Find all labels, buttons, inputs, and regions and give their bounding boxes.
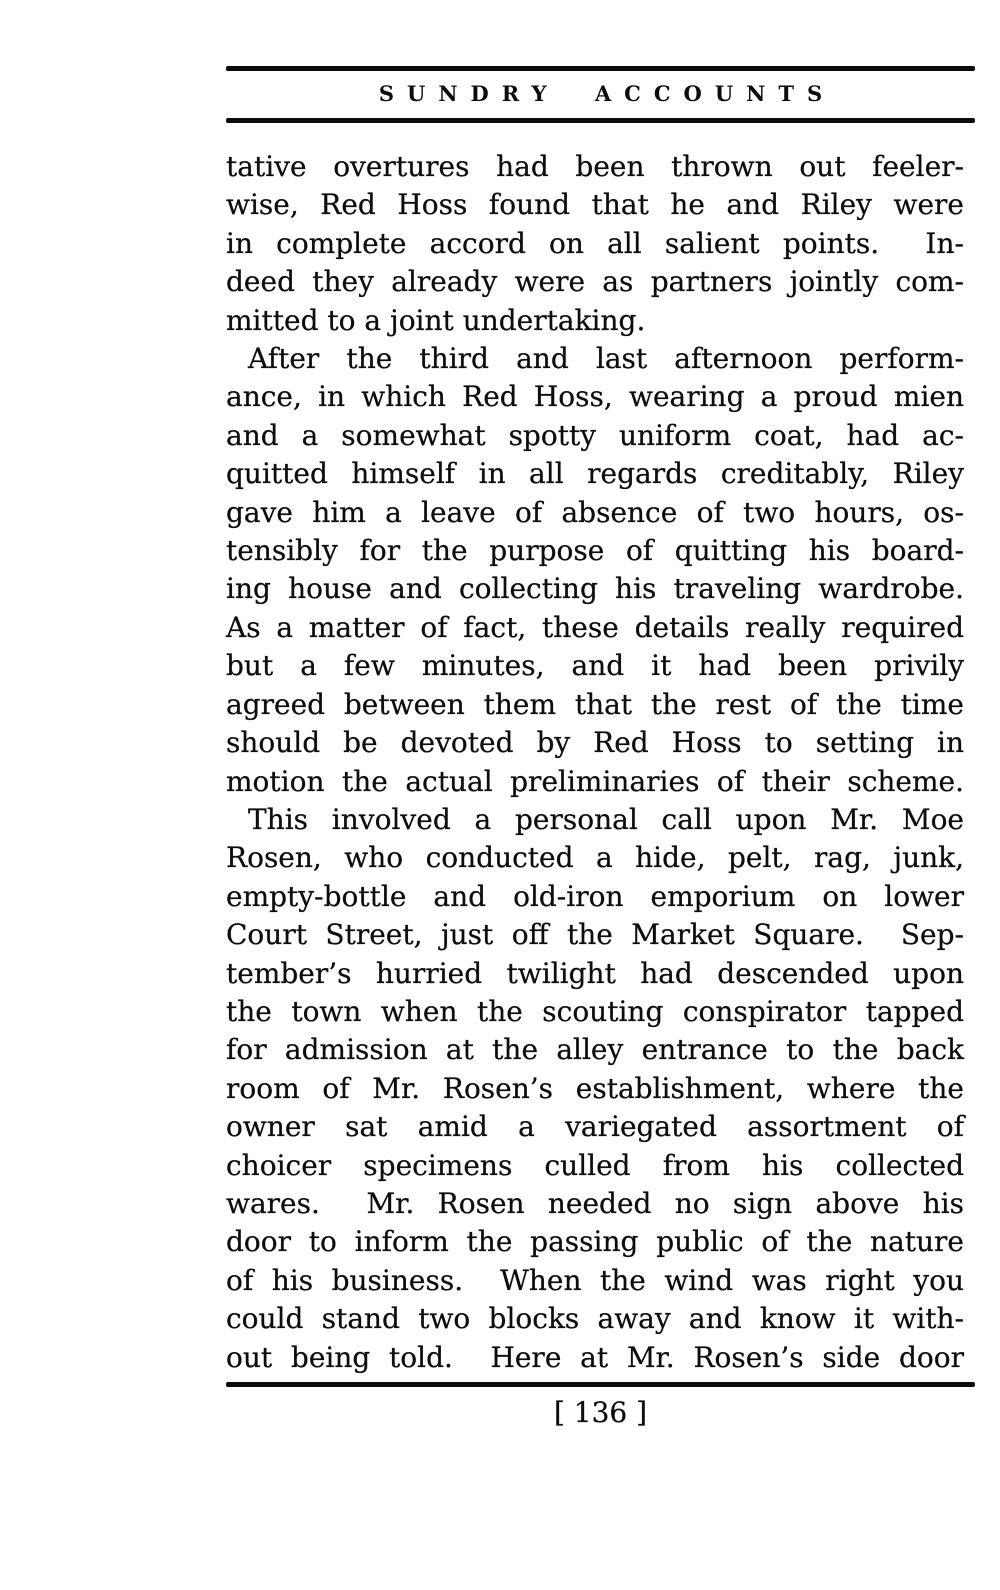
paragraph bbox=[226, 340, 964, 801]
paragraph bbox=[226, 801, 964, 1377]
text-line: After the third and last afternoon perform- bbox=[248, 342, 964, 376]
text-line: This involved a personal call upon Mr. Moe bbox=[248, 802, 964, 836]
text-line: gave him a leave of absence of two hours, os- bbox=[226, 495, 964, 529]
text-line: in complete accord on all salient points. In- bbox=[226, 226, 964, 260]
text-line: tative overtures had been thrown out feeler- bbox=[226, 150, 964, 183]
text-line: ing house and collecting his traveling wardrobe. bbox=[226, 572, 964, 606]
text-line: quitted himself in all regards creditably, Riley bbox=[226, 457, 964, 491]
text-line: could stand two blocks away and know it with- bbox=[226, 1302, 964, 1336]
text-line: but a few minutes, and it had been privily bbox=[226, 649, 964, 683]
text-line: for admission at the alley entrance to the back bbox=[226, 1033, 964, 1067]
text-line: out being told. Here at Mr. Rosen’s side door bbox=[226, 1340, 964, 1374]
text-line: motion the actual preliminaries of their scheme. bbox=[226, 764, 964, 798]
text-line: of his business. When the wind was right you bbox=[226, 1263, 964, 1297]
text-line: Rosen, who conducted a hide, pelt, rag, junk, bbox=[226, 841, 964, 875]
text-line: Court Street, just off the Market Square. Sep- bbox=[226, 918, 964, 952]
text-line: room of Mr. Rosen’s establishment, where the bbox=[226, 1071, 964, 1105]
running-head bbox=[226, 66, 975, 123]
body-text bbox=[226, 148, 964, 1377]
text-line: empty-bottle and old-iron emporium on lower bbox=[226, 879, 964, 913]
running-title: SUNDRY ACCOUNTS bbox=[378, 81, 836, 106]
text-line: choicer specimens culled from his collected bbox=[226, 1148, 964, 1182]
text-line: As a matter of fact, these details really required bbox=[226, 610, 964, 644]
text-line: wise, Red Hoss found that he and Riley were bbox=[226, 188, 964, 222]
text-line: should be devoted by Red Hoss to setting in bbox=[226, 726, 964, 760]
text-line: wares. Mr. Rosen needed no sign above his bbox=[226, 1186, 964, 1220]
page-content bbox=[226, 66, 975, 1429]
text-line: the town when the scouting conspirator tapped bbox=[226, 994, 964, 1028]
text-line: door to inform the passing public of the nature bbox=[226, 1225, 964, 1259]
page-footer bbox=[226, 1382, 975, 1429]
text-line: deed they already were as partners jointly com- bbox=[226, 265, 964, 299]
text-line: owner sat amid a variegated assortment of bbox=[226, 1110, 964, 1144]
page-number: [ 136 ] bbox=[553, 1396, 648, 1429]
text-line: tensibly for the purpose of quitting his board- bbox=[226, 534, 964, 568]
paragraph bbox=[226, 148, 964, 340]
text-line: ance, in which Red Hoss, wearing a proud mien bbox=[226, 380, 964, 414]
text-line: tember’s hurried twilight had descended upon bbox=[226, 956, 964, 990]
text-line: mitted to a joint undertaking. bbox=[226, 303, 646, 337]
text-line: and a somewhat spotty uniform coat, had ac- bbox=[226, 418, 964, 452]
text-line: agreed between them that the rest of the time bbox=[226, 687, 964, 721]
header-rule-bottom bbox=[226, 118, 975, 123]
